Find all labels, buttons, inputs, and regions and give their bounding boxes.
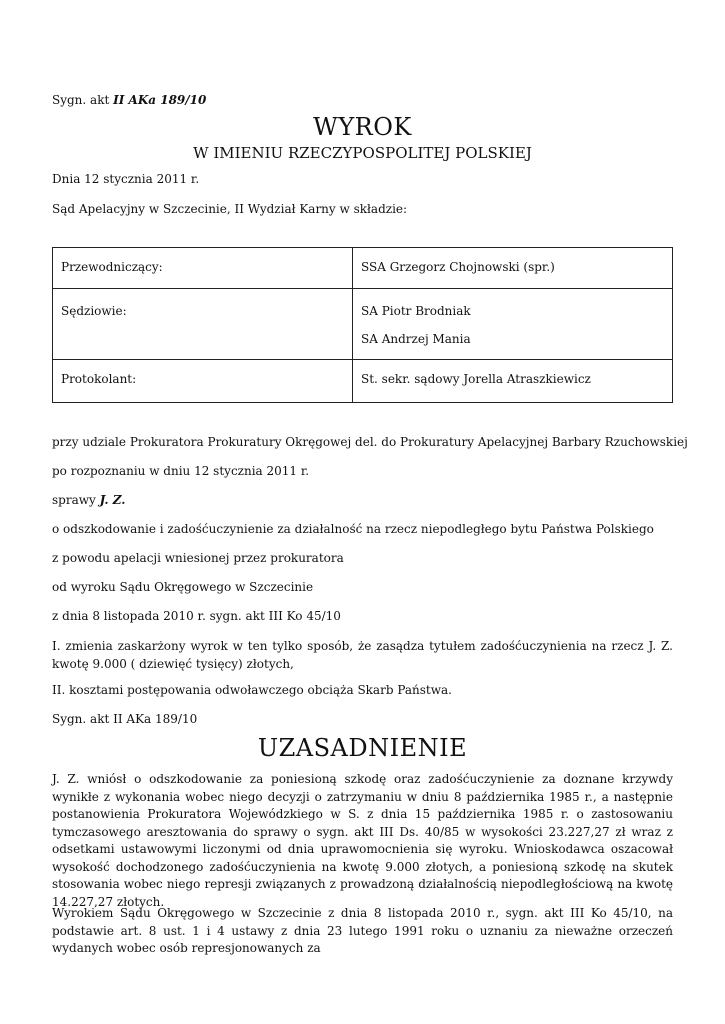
prosecutor-line: przy udziale Prokuratora Prokuratury Okręgowej del. do Prokuratury Apelacyjnej Barbary Rzuchowskiej — [52, 435, 688, 449]
table-row — [53, 289, 673, 360]
case-name: J. Z. — [99, 493, 126, 507]
court-composition-table — [52, 247, 673, 403]
chair-label: Przewodniczący: — [53, 248, 353, 289]
case-signature-number: II AKa 189/10 — [113, 93, 207, 107]
table-row — [53, 360, 673, 403]
chair-value: SSA Grzegorz Chojnowski (spr.) — [353, 248, 673, 289]
document-subtitle: W IMIENIU RZECZYPOSPOLITEJ POLSKIEJ — [193, 144, 532, 162]
judgment-date-line: z dnia 8 listopada 2010 r. sygn. akt III Ko 45/10 — [52, 609, 341, 623]
case-signature-repeat: Sygn. akt II AKa 189/10 — [52, 712, 198, 726]
verdict-point-2: II. kosztami postępowania odwoławczego obciąża Skarb Państwa. — [52, 683, 452, 697]
case-prefix: sprawy — [52, 493, 96, 507]
hearing-line: po rozpoznaniu w dniu 12 stycznia 2011 r. — [52, 464, 310, 478]
case-signature — [52, 93, 206, 107]
appeal-line: z powodu apelacji wniesionej przez prokuratora — [52, 551, 344, 565]
clerk-value: St. sekr. sądowy Jorella Atraszkiewicz — [353, 360, 673, 403]
claim-line: o odszkodowanie i zadośćuczynienie za działalność na rzecz niepodległego bytu Państwa Polskiego — [52, 522, 654, 536]
justification-paragraph-1: J. Z. wniósł o odszkodowanie za poniesioną szkodę oraz zadośćuczynienie za doznane krzywdy wynikłe z wykonania wobec niego decyzji o zatrzymaniu w dniu 8 października 1985 r., a następnie postanowienia Prokuratora Wojewódzkiego w S. z dnia 15 października 1985 r. o zastosowaniu tymczasowego aresztowania do sprawy o sygn. akt III Ds. 40/85 w wysokości 23.227,27 zł wraz z odsetkami ustawowymi liczonymi od dnia uprawomocnienia się wyroku. Wnioskodawca oszacował wysokość dochodzonego zadośćuczynienia na kwotę 9.000 złotych, a poniesioną szkodę na skutek stosowania wobec niego represji związanych z prowadzoną działalnością niepodległościową na kwotę 14.227,27 złotych. — [52, 772, 673, 909]
judges-label: Sędziowie: — [53, 289, 353, 360]
judge-2: SA Andrzej Mania — [361, 332, 471, 346]
document-title: WYROK — [313, 113, 412, 141]
verdict-point-1: I. zmienia zaskarżony wyrok w ten tylko sposób, że zasądza tytułem zadośćuczynienia na rzecz J. Z. kwotę 9.000 ( dziewięć tysięcy) złotych, — [52, 639, 673, 671]
judgment-date: Dnia 12 stycznia 2011 r. — [52, 172, 200, 186]
judges-cell — [353, 289, 673, 360]
case-line — [52, 493, 125, 507]
table-row — [53, 248, 673, 289]
court-name: Sąd Apelacyjny w Szczecinie, II Wydział Karny w składzie: — [52, 202, 408, 216]
clerk-label: Protokolant: — [53, 360, 353, 403]
judgment-from-line: od wyroku Sądu Okręgowego w Szczecinie — [52, 580, 314, 594]
justification-paragraph-2: Wyrokiem Sądu Okręgowego w Szczecinie z dnia 8 listopada 2010 r., sygn. akt III Ko 45/10, na podstawie art. 8 ust. 1 i 4 ustawy z dnia 23 lutego 1991 roku o uznaniu za nieważne orzeczeń wydanych wobec osób represjonowanych za — [52, 906, 673, 955]
judge-1: SA Piotr Brodniak — [361, 304, 471, 318]
case-signature-prefix: Sygn. akt — [52, 93, 110, 107]
justification-heading: UZASADNIENIE — [257, 734, 468, 762]
